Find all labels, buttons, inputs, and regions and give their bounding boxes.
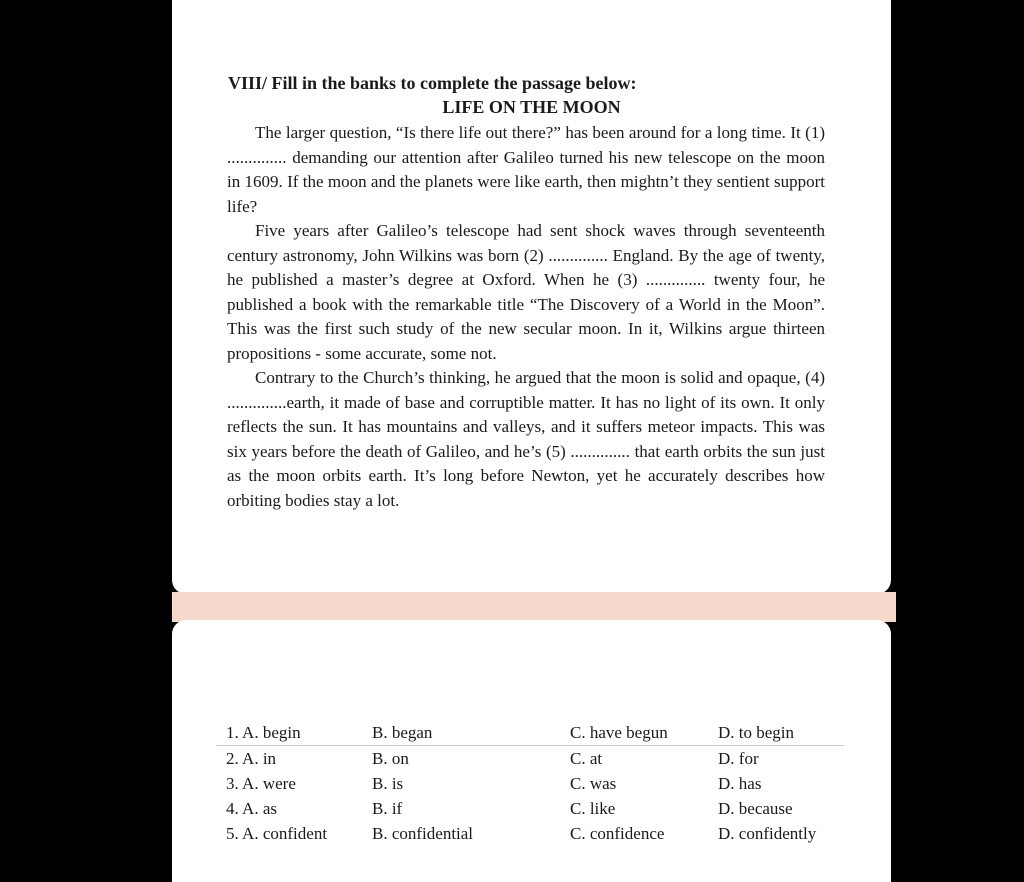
passage-paragraph-3: Contrary to the Church’s thinking, he argued that the moon is solid and opaque, (4) ..............earth, it made of base and corruptible matter. It has no light of its own. It only reflects the sun. It has mountains and valleys, and it suffers meteor impacts. This was six years before the death of Galileo, and he’s (5) .............. that earth orbits the sun just as the moon orbits earth. It’s long before Newton, yet he accurately describes how orbiting bodies stay a lot. <box>227 368 825 510</box>
option-d: D. confidently <box>718 823 817 843</box>
option-a: 2. A. in <box>226 748 277 768</box>
question-row-5 <box>216 821 844 846</box>
option-b: B. on <box>372 748 409 768</box>
card-separator <box>172 592 896 622</box>
option-a: 1. A. begin <box>216 720 362 746</box>
question-row-2 <box>216 746 844 772</box>
passage-paragraph-2: Five years after Galileo’s telescope had sent shock waves through seventeenth century astronomy, John Wilkins was born (2) .............. England. By the age of twenty, he published a master’s degree at Oxford. When he (3) .............. twenty four, he published a book with the remarkable title “The Discovery of a World in the Moon”. This was the first such study of the new secular moon. In it, Wilkins argue thirteen propositions - some accurate, some not. <box>227 221 825 363</box>
option-b: B. began <box>362 720 560 746</box>
option-b: B. confidential <box>372 823 474 843</box>
passage-paragraph-1: The larger question, “Is there life out there?” has been around for a long time. It (1) .............. demanding our attention after Galileo turned his new telescope on the moon in 1609. If the moon and the planets were like earth, then mightn’t they sentient support life? <box>227 123 825 216</box>
question-row-4 <box>216 796 844 821</box>
option-d: D. to begin <box>708 720 844 746</box>
option-d: D. because <box>718 798 793 818</box>
option-c: C. at <box>570 748 603 768</box>
section-heading: VIII/ Fill in the banks to complete the passage below: <box>228 73 637 93</box>
option-b: B. is <box>372 773 404 793</box>
option-c: C. was <box>570 773 617 793</box>
option-d: D. for <box>718 748 759 768</box>
passage-title: LIFE ON THE MOON <box>442 97 621 117</box>
option-b: B. if <box>372 798 403 818</box>
option-c: C. confidence <box>570 823 665 843</box>
question-row-3 <box>216 771 844 796</box>
option-c: C. have begun <box>560 720 708 746</box>
option-a: 5. A. confident <box>226 823 328 843</box>
option-d: D. has <box>718 773 762 793</box>
option-c: C. like <box>570 798 616 818</box>
answer-options-table <box>216 720 844 846</box>
option-a: 3. A. were <box>226 773 296 793</box>
passage <box>227 121 825 513</box>
question-row-1 <box>216 720 844 746</box>
option-a: 4. A. as <box>226 798 277 818</box>
